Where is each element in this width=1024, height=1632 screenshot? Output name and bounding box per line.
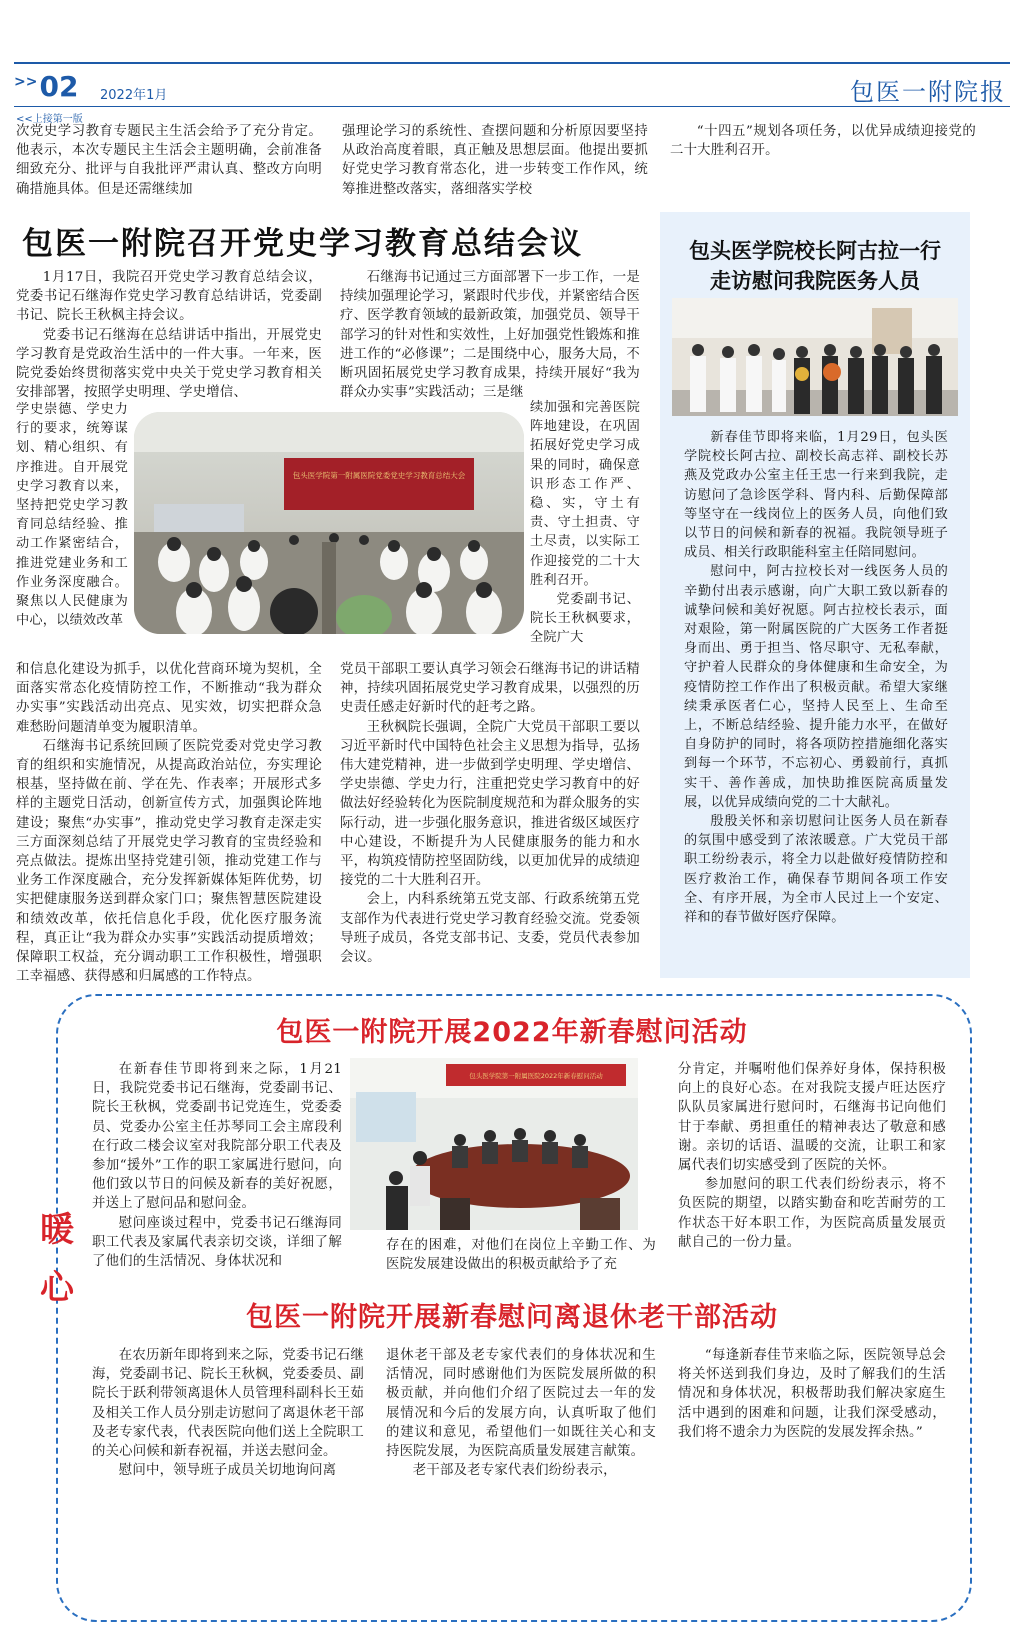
article2-col-1: 在新春佳节即将到来之际，1月21日，我院党委书记石继海，党委副书记、院长王秋枫，党委副书记党连生，党委委员、党委办公室主任苏琴同工会主席段利在行政二楼会议室对我院部分职工代表及参加“援外”工作的职工家属进行慰问，向他们致以节日的问候及新春的美好祝愿，并送上了慰问品和慰问金。 慰问座谈过程中，党委书记石继海同职工代表及家属代表亲切交谈，详细了解了他们的生活情况、身体状况和 [92,1062,342,1270]
article1-title: 包医一附院召开党史学习教育总结会议 [22,226,583,262]
article3-col-1: 在农历新年即将到来之际，党委书记石继海，党委副书记、院长王秋枫，党委委员、副院长于跃利带领离退休人员管理科副科长王茹及相关工作人员分别走访慰问了离退休老干部及老专家代表，代表医院向他们送上全院职工的关心问候和新春祝福，并送去慰问金。 慰问中，领导班子成员关切地询问离 [92,1348,364,1479]
article1-col-1-lower: 和信息化建设为抓手，以优化营商环境为契机，全面落实常态化疫情防控工作，不断推动“我为群众办实事”实践活动出亮点、见实效，切实把群众急难愁盼问题清单变为履职清单。 石继海书记系统回顾了医院党委对党史学习教育的组织和实施情况，从提高政治站位，夯实理论根基，坚持做在前、学在先、作表率；开展形式多样的主题党日活动，创新宣传方式，加强舆论阵地建设；聚焦“办实事”，推动党史学习教育走深走实三方面深刻总结了开展党史学习教育的宝贵经验和亮点做法。提炼出坚持党建引领，推动党建工作与业务工作深度融合，充分发挥新媒体矩阵优势，切实把健康服务送到群众家门口；聚焦智慧医院建设和绩效改革，依托信息化手段，优化医疗服务流程，真正让“我为群众办实事”实践活动提质增效；保障职工权益，充分调动职工工作积极性，增强职工幸福感、获得感和归属感的工作特点。 [16,662,322,985]
group-photo-image [672,298,958,416]
issue-date: 2022年1月 [100,88,168,103]
header-rule-lower [14,106,1010,107]
article2-title: 包医一附院开展2022年新春慰问活动 [276,1017,748,1048]
page-header [14,70,1010,106]
photo-banner-text: 包头医学院第一附属医院党委党史学习教育总结大会 [292,471,466,480]
article1-meeting-photo [134,412,524,634]
sidebar-title: 包头医学院校长阿古拉一行 走访慰问我院医务人员 [689,239,941,293]
side-label-warm: 暖 [40,1210,74,1250]
article2-col-2: 存在的困难，对他们在岗位上辛勤工作、为医院发展建设做出的积极贡献给予了充 [386,1238,656,1273]
meeting-hall-image [134,412,524,634]
article2-col-3: 分肯定，并嘱咐他们保养好身体，保持积极向上的良好心态。在对我院支援卢旺达医疗队队员家属进行慰问时，石继海书记向他们甘于奉献、勇担重任的精神表达了敬意和感谢。亲切的话语、温暖的交流，让职工和家属代表们切实感受到了医院的关怀。 参加慰问的职工代表们纷纷表示，将不负医院的期望，以踏实勤奋和吃苦耐劳的工作状态干好本职工作，为医院高质量发展贡献自己的一份力量。 [678,1062,946,1250]
continuation-col-2: 强理论学习的系统性、查摆问题和分析原因要坚持从政治高度着眼，真正触及思想层面。他提出要抓好党史学习教育常态化，进一步转变工作作风，统筹推进整改落实，落细落实学校 [342,124,648,197]
header-rule [14,62,1010,64]
continued-label: <<上接第一版 [16,114,83,125]
masthead: 包医一附院报 [850,78,1006,106]
continuation-col-3: “十四五”规划各项任务，以优异成绩迎接党的二十大胜利召开。 [670,124,976,159]
sidebar-body: 新春佳节即将来临，1月29日，包头医学院校长阿古拉、副校长高志祥、副校长苏燕及党政办公室主任王忠一行来到我院，走访慰问了急诊医学科、肾内科、后勤保障部等坚守在一线岗位上的医务人员，向他们致以节日的问候和新春的祝福。我院领导班子成员、相关行政职能科室主任陪同慰问。 慰问中，阿古拉校长对一线医务人员的辛勤付出表示感谢，向广大职工致以新春的诚挚问候和美好祝愿。阿古拉校长表示，面对艰险，第一附属医院的广大医务工作者挺身而出、勇于担当、恪尽职守、无私奉献，守护着人民群众的身体健康和生命安全，为疫情防控工作作出了积极贡献。希望大家继续秉承医者仁心，坚持人民至上、生命至上，不断总结经验、提升能力水平，在做好自身防护的同时，将各项防控措施细化落实到每一个环节，不忘初心、勇毅前行，真抓实干、善作善成，加快助推医院高质量发展，以优异成绩向党的二十大献礼。 殷殷关怀和亲切慰问让医务人员在新春的氛围中感受到了浓浓暖意。广大党员干部职工纷纷表示，将全力以赴做好疫情防控和医疗救治工作，确保春节期间各项工作安全、有序开展，为全市人民过上一个安定、祥和的春节做好医疗保障。 [684,430,948,926]
article1-wrap-right: 续加强和完善医院阵地建设，在巩固拓展好党史学习成果的同时，确保意识形态工作严、稳、实，守土有责、守土担责、守土尽责，以实际工作迎接党的二十大胜利召开。 党委副书记、院长王秋枫要求，全院广大 [530,400,640,646]
article1-col-2: 石继海书记通过三方面部署下一步工作，一是持续加强理论学习，紧跟时代步伐，并紧密结合医疗、医学教育领域的最新政策，加强党员、领导干部学习的针对性和实效性，上好加强党性锻炼和推进工作的“必修课”；二是围绕中心，服务大局，不断巩固拓展党史学习教育成果，持续开展好“我为群众办实事”实践活动；三是继 [340,270,640,401]
article2-photo [350,1058,638,1230]
photo2-banner-text: 包头医学院第一附属医院2022年新春慰问活动 [469,1072,603,1080]
article3-col-2: 退休老干部及老专家代表们的身体状况和生活情况，同时感谢他们为医院发展所做的积极贡献，并向他们介绍了医院过去一年的发展情况和今后的发展方向，认真听取了他们的建议和意见，希望他们一如既往关心和支持医院发展，为医院高质量发展建言献策。 老干部及老专家代表们纷纷表示， [386,1348,656,1479]
page-number: >>02 [14,70,79,103]
article3-title: 包医一附院开展新春慰问离退休老干部活动 [246,1302,778,1333]
side-label-heart: 心 [40,1268,74,1308]
article1-wrap-left: 学史崇德、学史力行的要求，统筹谋划、精心组织、有序推进。自开展党史学习教育以来，坚持把党史学习教育同总结经验、推动工作紧密结合，推进党建业务和工作业务深度融合。聚焦以人民健康为中心，以绩效改革 [16,402,128,629]
continuation-col-1: 次党史学习教育专题民主生活会给予了充分肯定。他表示，本次专题民主生活会主题明确，会前准备细致充分、批评与自我批评严肃认真、整改方向明确措施具体。但是还需继续加 [16,124,322,197]
article1-col-2-lower: 党员干部职工要认真学习领会石继海书记的讲话精神，持续巩固拓展党史学习教育成果，以强烈的历史责任感走好新时代的赶考之路。 王秋枫院长强调，全院广大党员干部职工要以习近平新时代中国特色社会主义思想为指导，弘扬伟大建党精神，进一步做到学史明理、学史增信、学史崇德、学史力行，注重把党史学习教育中的好做法好经验转化为医院制度规范和为群众服务的实际行动，进一步强化服务意识，推进省级区域医疗中心建设，不断提升为人民健康服务的能力和水平，构筑疫情防控坚固防线，以更加优异的成绩迎接党的二十大胜利召开。 会上，内科系统第五党支部、行政系统第五党支部作为代表进行党史学习教育经验交流。党委领导班子成员，各党支部书记、支委，党员代表参加会议。 [340,662,640,966]
condolence-meeting-image [350,1058,638,1230]
article1-col-1: 1月17日，我院召开党史学习教育总结会议，党委书记石继海作党史学习教育总结讲话，党委副书记、院长王秋枫主持会议。 党委书记石继海在总结讲话中指出，开展党史学习教育是党政治生活中的一件大事。一年来，医院党委始终贯彻落实党中央关于党史学习教育相关安排部署，按照学史明理、学史增信、 [16,270,322,401]
sidebar-photo [672,298,958,416]
article3-col-3: “每逢新春佳节来临之际，医院领导总会将关怀送到我们身边，及时了解我们的生活情况和身体状况，积极帮助我们解决家庭生活中遇到的困难和问题，让我们深受感动，我们将不遗余力为医院的发展发挥余热。” [678,1348,946,1440]
